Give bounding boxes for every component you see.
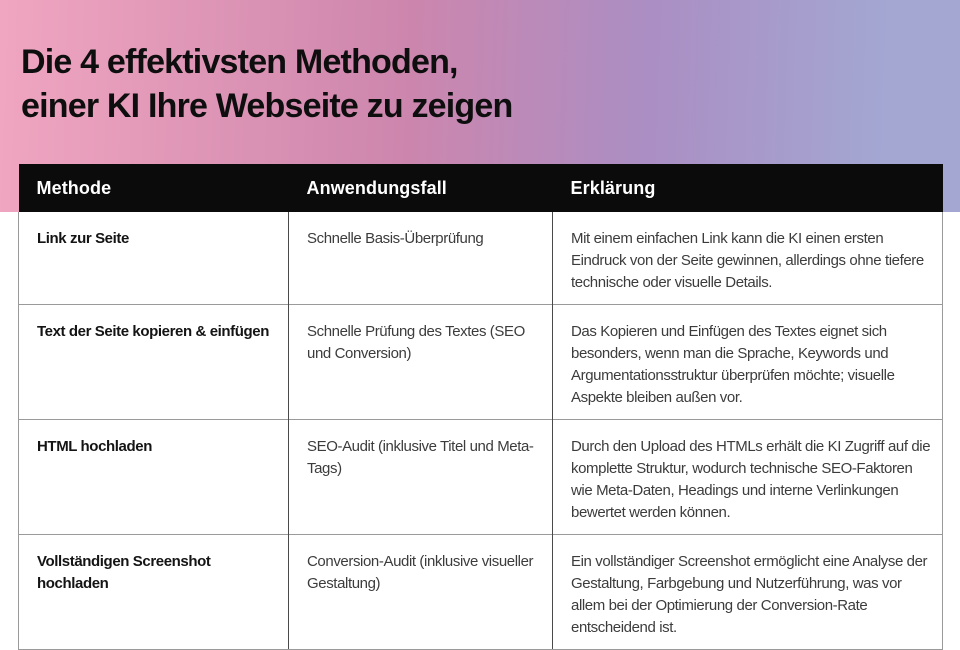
cell-anwendungsfall: Schnelle Basis-Überprüfung [289,212,553,305]
table-row-text-kopieren [19,305,943,420]
page-title [21,40,512,128]
cell-erklaerung: Durch den Upload des HTMLs erhält die KI Zugriff auf die komplette Struktur, wodurch technische SEO-Faktoren wie Meta-Daten, Headings und interne Verlinkungen bewertet werden können. [553,420,943,535]
cell-methode: HTML hochladen [19,420,289,535]
column-header-erklaerung: Erklärung [553,164,943,212]
table-header-row [19,164,943,212]
page-title-line2: einer KI Ihre Webseite zu zeigen [21,87,513,125]
cell-anwendungsfall: SEO-Audit (inklusive Titel und Meta-Tags) [289,420,553,535]
cell-erklaerung: Mit einem einfachen Link kann die KI einen ersten Eindruck von der Seite gewinnen, allerdings ohne tiefere technische oder visuelle Details. [553,212,943,305]
cell-methode: Vollständigen Screenshot hochladen [19,535,289,650]
cell-methode: Text der Seite kopieren & einfügen [19,305,289,420]
table-row-html-hochladen [19,420,943,535]
table-row-link-zur-seite [19,212,943,305]
page-title-line1: Die 4 effektivsten Methoden, [21,43,458,81]
table-row-screenshot-hochladen [19,535,943,650]
cell-erklaerung: Ein vollständiger Screenshot ermöglicht eine Analyse der Gestaltung, Farbgebung und Nutzerführung, was vor allem bei der Optimierung der Conversion-Rate entscheidend ist. [553,535,943,650]
column-header-methode: Methode [19,164,289,212]
cell-anwendungsfall: Conversion-Audit (inklusive visueller Gestaltung) [289,535,553,650]
column-header-anwendungsfall: Anwendungsfall [289,164,553,212]
methods-table [18,164,943,650]
cell-anwendungsfall: Schnelle Prüfung des Textes (SEO und Conversion) [289,305,553,420]
cell-methode: Link zur Seite [19,212,289,305]
cell-erklaerung: Das Kopieren und Einfügen des Textes eignet sich besonders, wenn man die Sprache, Keywords und Argumentationsstruktur überprüfen möchte; visuelle Aspekte bleiben außen vor. [553,305,943,420]
